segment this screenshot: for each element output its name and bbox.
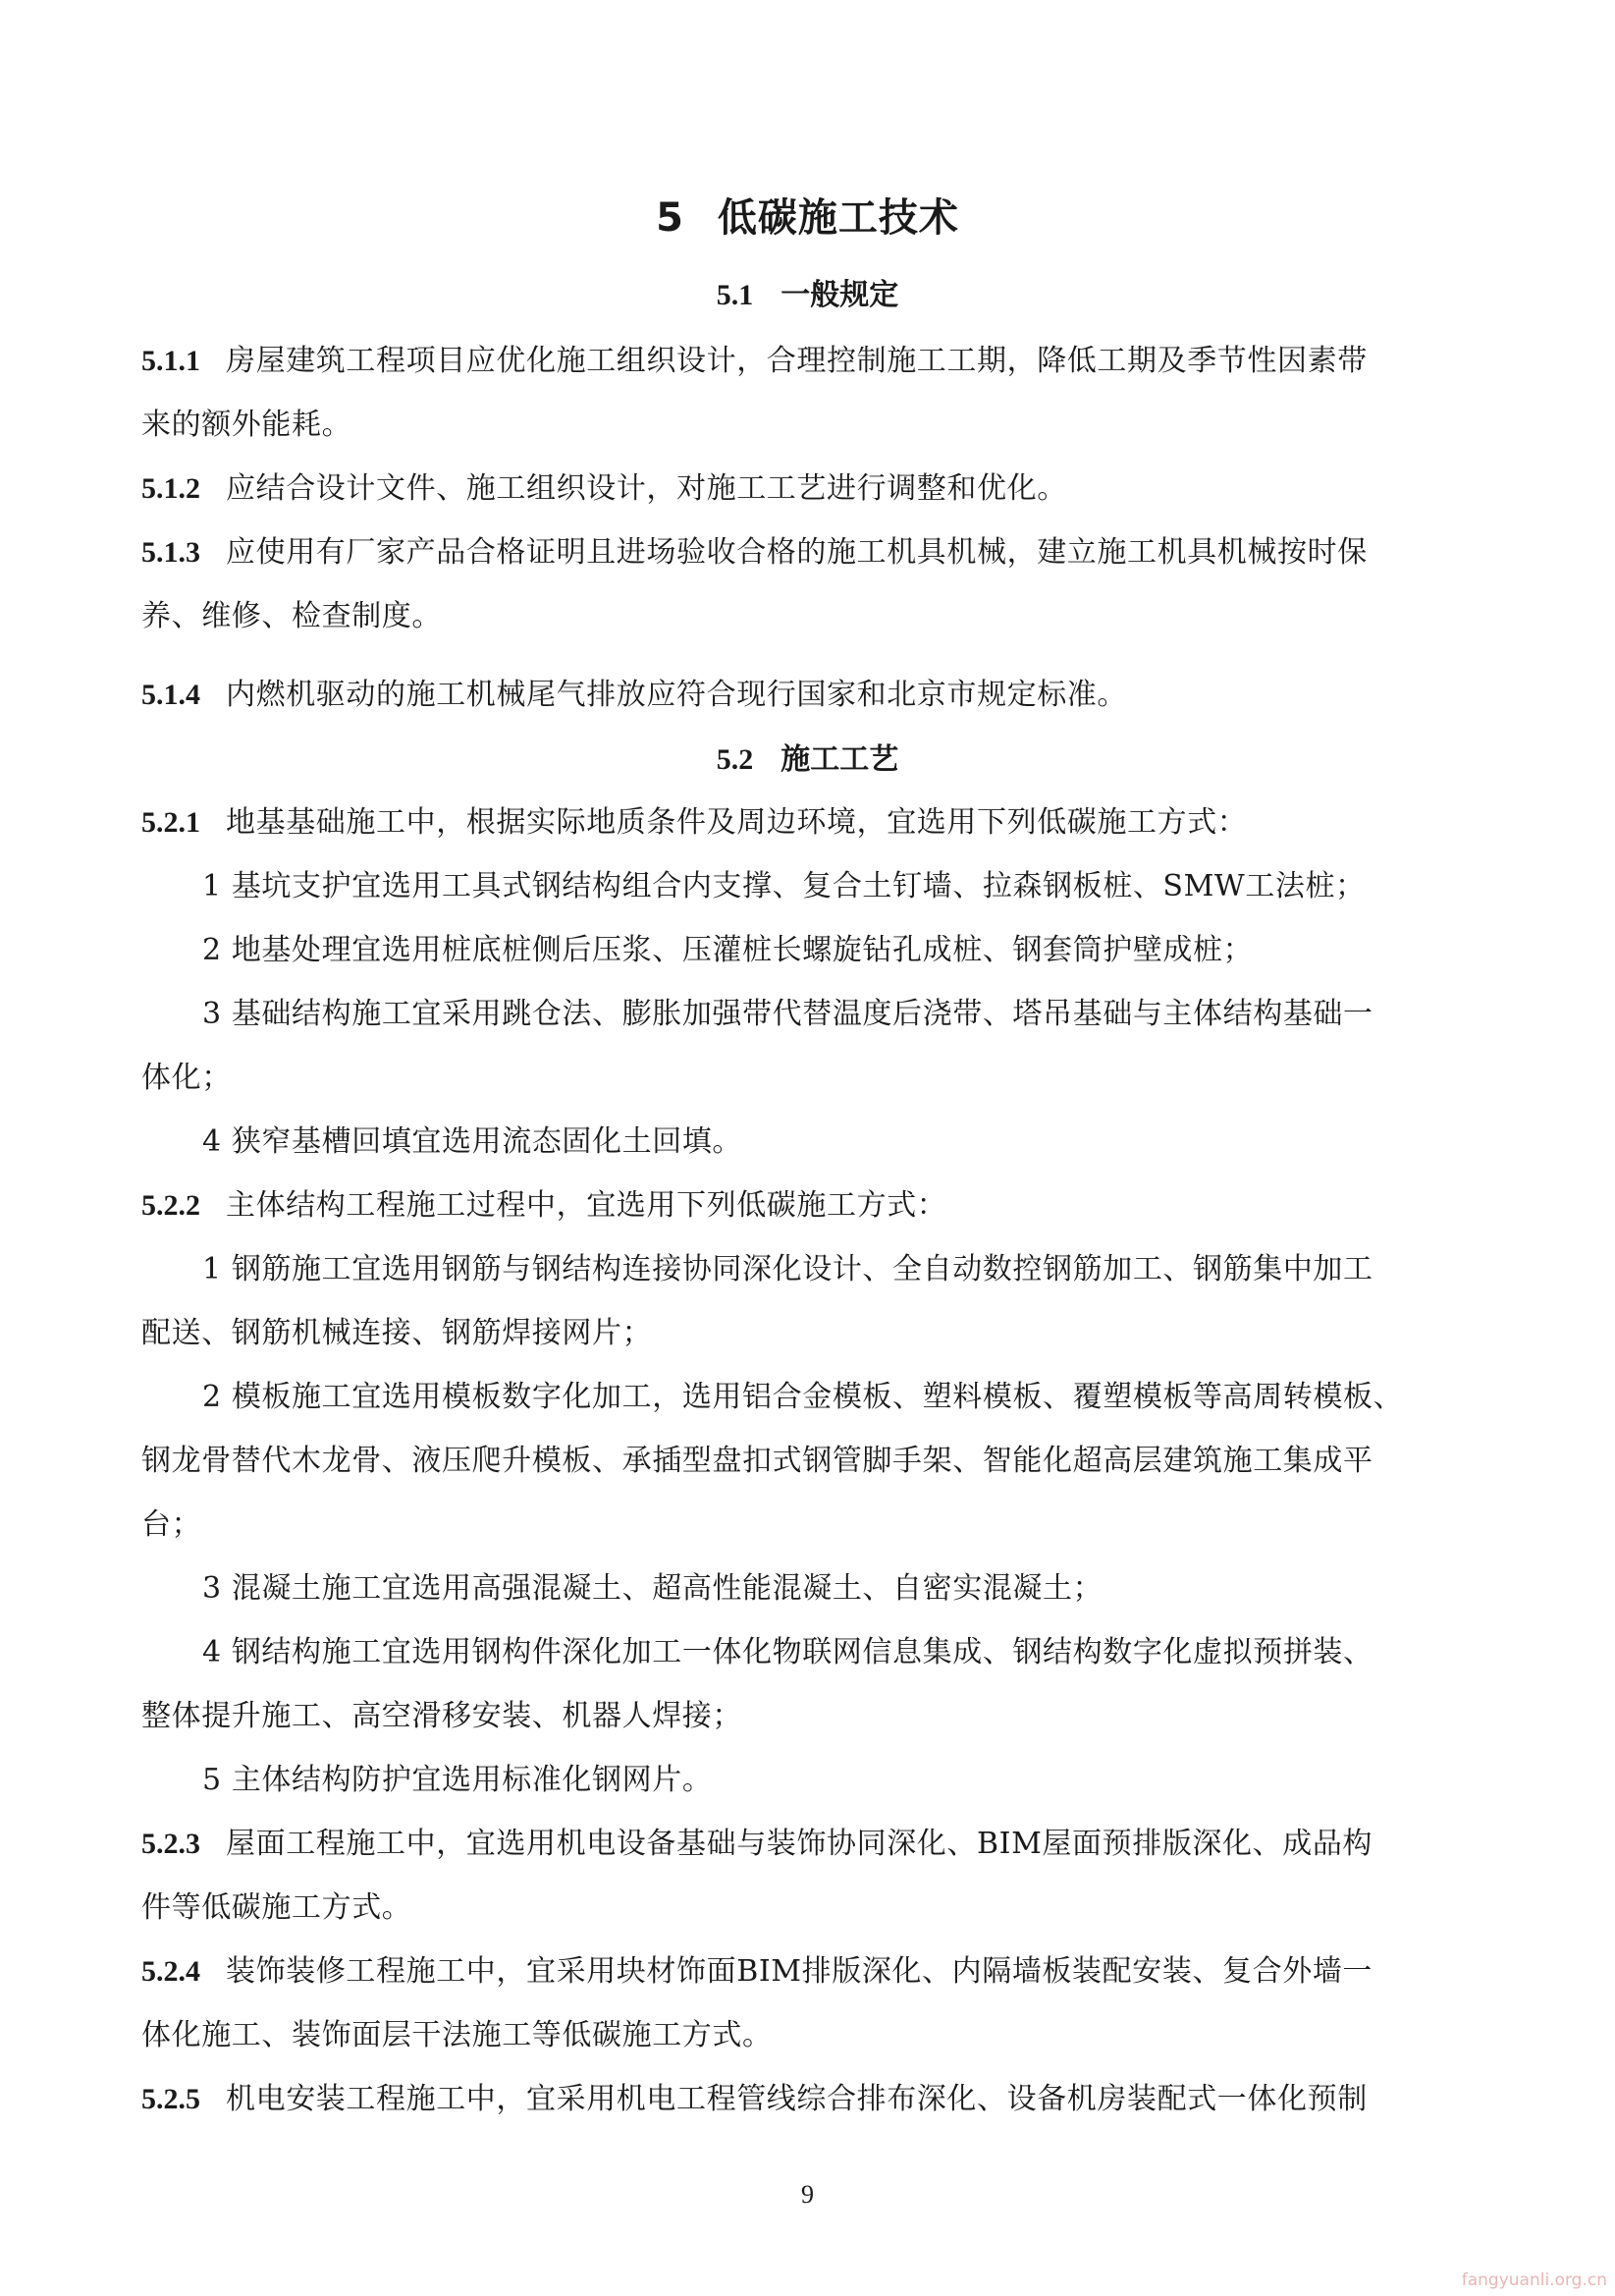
clause-number: 5.2.4 — [141, 1955, 200, 1988]
list-item — [202, 1627, 1373, 1670]
clause-number: 5.2.1 — [141, 806, 200, 839]
clause-line — [141, 797, 1247, 841]
clause-text: 地基基础施工中，根据实际地质条件及周边环境，宜选用下列低碳施工方式： — [226, 805, 1248, 840]
clause-number: 5.1.1 — [141, 345, 200, 377]
clause-text: 件等低碳施工方式。 — [141, 1890, 412, 1925]
clause-line — [141, 1819, 1373, 1862]
clause-text: 主体结构工程施工过程中，宜选用下列低碳施工方式： — [226, 1188, 947, 1223]
clause-text: 屋面工程施工中，宜选用机电设备基础与装饰协同深化、BIM屋面预排版深化、成品构 — [226, 1827, 1373, 1861]
clause-line — [141, 527, 1368, 571]
list-item — [202, 1117, 742, 1160]
list-item-text: 5 主体结构防护宜选用标准化钢网片。 — [202, 1763, 713, 1797]
list-item-text: 1 基坑支护宜选用工具式钢结构组合内支撑、复合土钉墙、拉森钢板桩、SMW工法桩； — [202, 869, 1366, 903]
list-item — [202, 1244, 1373, 1287]
clause-line — [141, 464, 1067, 507]
clause-line — [141, 1180, 946, 1224]
list-item-text: 配送、钢筋机械连接、钢筋焊接网片； — [141, 1316, 653, 1350]
list-item-continuation — [141, 1436, 1373, 1479]
list-item — [202, 1563, 1103, 1607]
clause-line — [141, 2074, 1368, 2117]
clause-line — [141, 1946, 1373, 1990]
clause-continuation — [141, 1883, 411, 1926]
clause-number: 5.2.2 — [141, 1189, 200, 1222]
clause-line — [141, 670, 1127, 713]
section-number: 5.1 — [716, 279, 754, 311]
clause-text: 应结合设计文件、施工组织设计，对施工工艺进行调整和优化。 — [226, 471, 1067, 506]
page-number: 9 — [801, 2180, 814, 2209]
clause-text: 养、维修、检查制度。 — [141, 599, 442, 633]
section-number: 5.2 — [716, 743, 754, 776]
clause-continuation — [141, 2010, 773, 2053]
chapter-title: 低碳施工技术 — [717, 195, 959, 241]
list-item-text: 4 钢结构施工宜选用钢构件深化加工一体化物联网信息集成、钢结构数字化虚拟预拼装、 — [202, 1635, 1373, 1669]
list-item-text: 台； — [141, 1507, 202, 1542]
clause-text: 应使用有厂家产品合格证明且进场验收合格的施工机具机械，建立施工机具机械按时保 — [226, 535, 1368, 570]
list-item-text: 1 钢筋施工宜选用钢筋与钢结构连接协同深化设计、全自动数控钢筋加工、钢筋集中加工 — [202, 1252, 1373, 1286]
clause-number: 5.1.4 — [141, 679, 200, 711]
section-title: 施工工艺 — [781, 742, 899, 777]
list-item-continuation — [141, 1053, 232, 1096]
clause-text: 机电安装工程施工中，宜采用机电工程管线综合排布深化、设备机房装配式一体化预制 — [226, 2082, 1368, 2116]
clause-number: 5.1.3 — [141, 536, 200, 569]
clause-line — [141, 336, 1368, 379]
section-heading-5-2 — [0, 735, 1615, 778]
list-item-text: 3 基础结构施工宜采用跳仓法、膨胀加强带代替温度后浇带、塔吊基础与主体结构基础一 — [202, 997, 1373, 1031]
list-item-text: 体化； — [141, 1061, 232, 1095]
list-item — [202, 861, 1366, 904]
list-item-continuation — [141, 1308, 652, 1351]
list-item-text: 4 狭窄基槽回填宜选用流态固化土回填。 — [202, 1124, 743, 1159]
clause-number: 5.2.5 — [141, 2083, 200, 2115]
section-heading-5-1 — [0, 270, 1615, 313]
clause-continuation — [141, 591, 442, 634]
list-item-text: 3 混凝土施工宜选用高强混凝土、超高性能混凝土、自密实混凝土； — [202, 1571, 1104, 1606]
list-item-text: 2 模板施工宜选用模板数字化加工，选用铝合金模板、塑料模板、覆塑模板等高周转模板、 — [202, 1380, 1404, 1414]
clause-text: 装饰装修工程施工中，宜采用块材饰面BIM排版深化、内隔墙板装配安装、复合外墙一 — [226, 1954, 1373, 1989]
clause-number: 5.2.3 — [141, 1828, 200, 1860]
clause-continuation — [141, 400, 351, 443]
list-item-text: 钢龙骨替代木龙骨、液压爬升模板、承插型盘扣式钢管脚手架、智能化超高层建筑施工集成平 — [141, 1444, 1373, 1478]
clause-text: 房屋建筑工程项目应优化施工组织设计，合理控制施工工期，降低工期及季节性因素带 — [226, 344, 1368, 378]
list-item-text: 整体提升施工、高空滑移安装、机器人焊接； — [141, 1699, 742, 1733]
chapter-heading — [0, 187, 1615, 243]
list-item — [202, 925, 1253, 968]
chapter-number: 5 — [656, 195, 684, 241]
watermark: fangyuanli.org.cn — [1461, 2270, 1607, 2290]
list-item-continuation — [141, 1500, 201, 1543]
clause-text: 来的额外能耗。 — [141, 408, 352, 442]
list-item — [202, 1755, 712, 1798]
section-title: 一般规定 — [781, 278, 899, 312]
clause-text: 体化施工、装饰面层干法施工等低碳施工方式。 — [141, 2018, 773, 2052]
list-item-text: 2 地基处理宜选用桩底桩侧后压浆、压灌桩长螺旋钻孔成桩、钢套筒护壁成桩； — [202, 933, 1254, 967]
list-item — [202, 1372, 1403, 1415]
list-item — [202, 989, 1373, 1032]
clause-text: 内燃机驱动的施工机械尾气排放应符合现行国家和北京市规定标准。 — [226, 678, 1127, 712]
clause-number: 5.1.2 — [141, 472, 200, 505]
list-item-continuation — [141, 1691, 742, 1734]
